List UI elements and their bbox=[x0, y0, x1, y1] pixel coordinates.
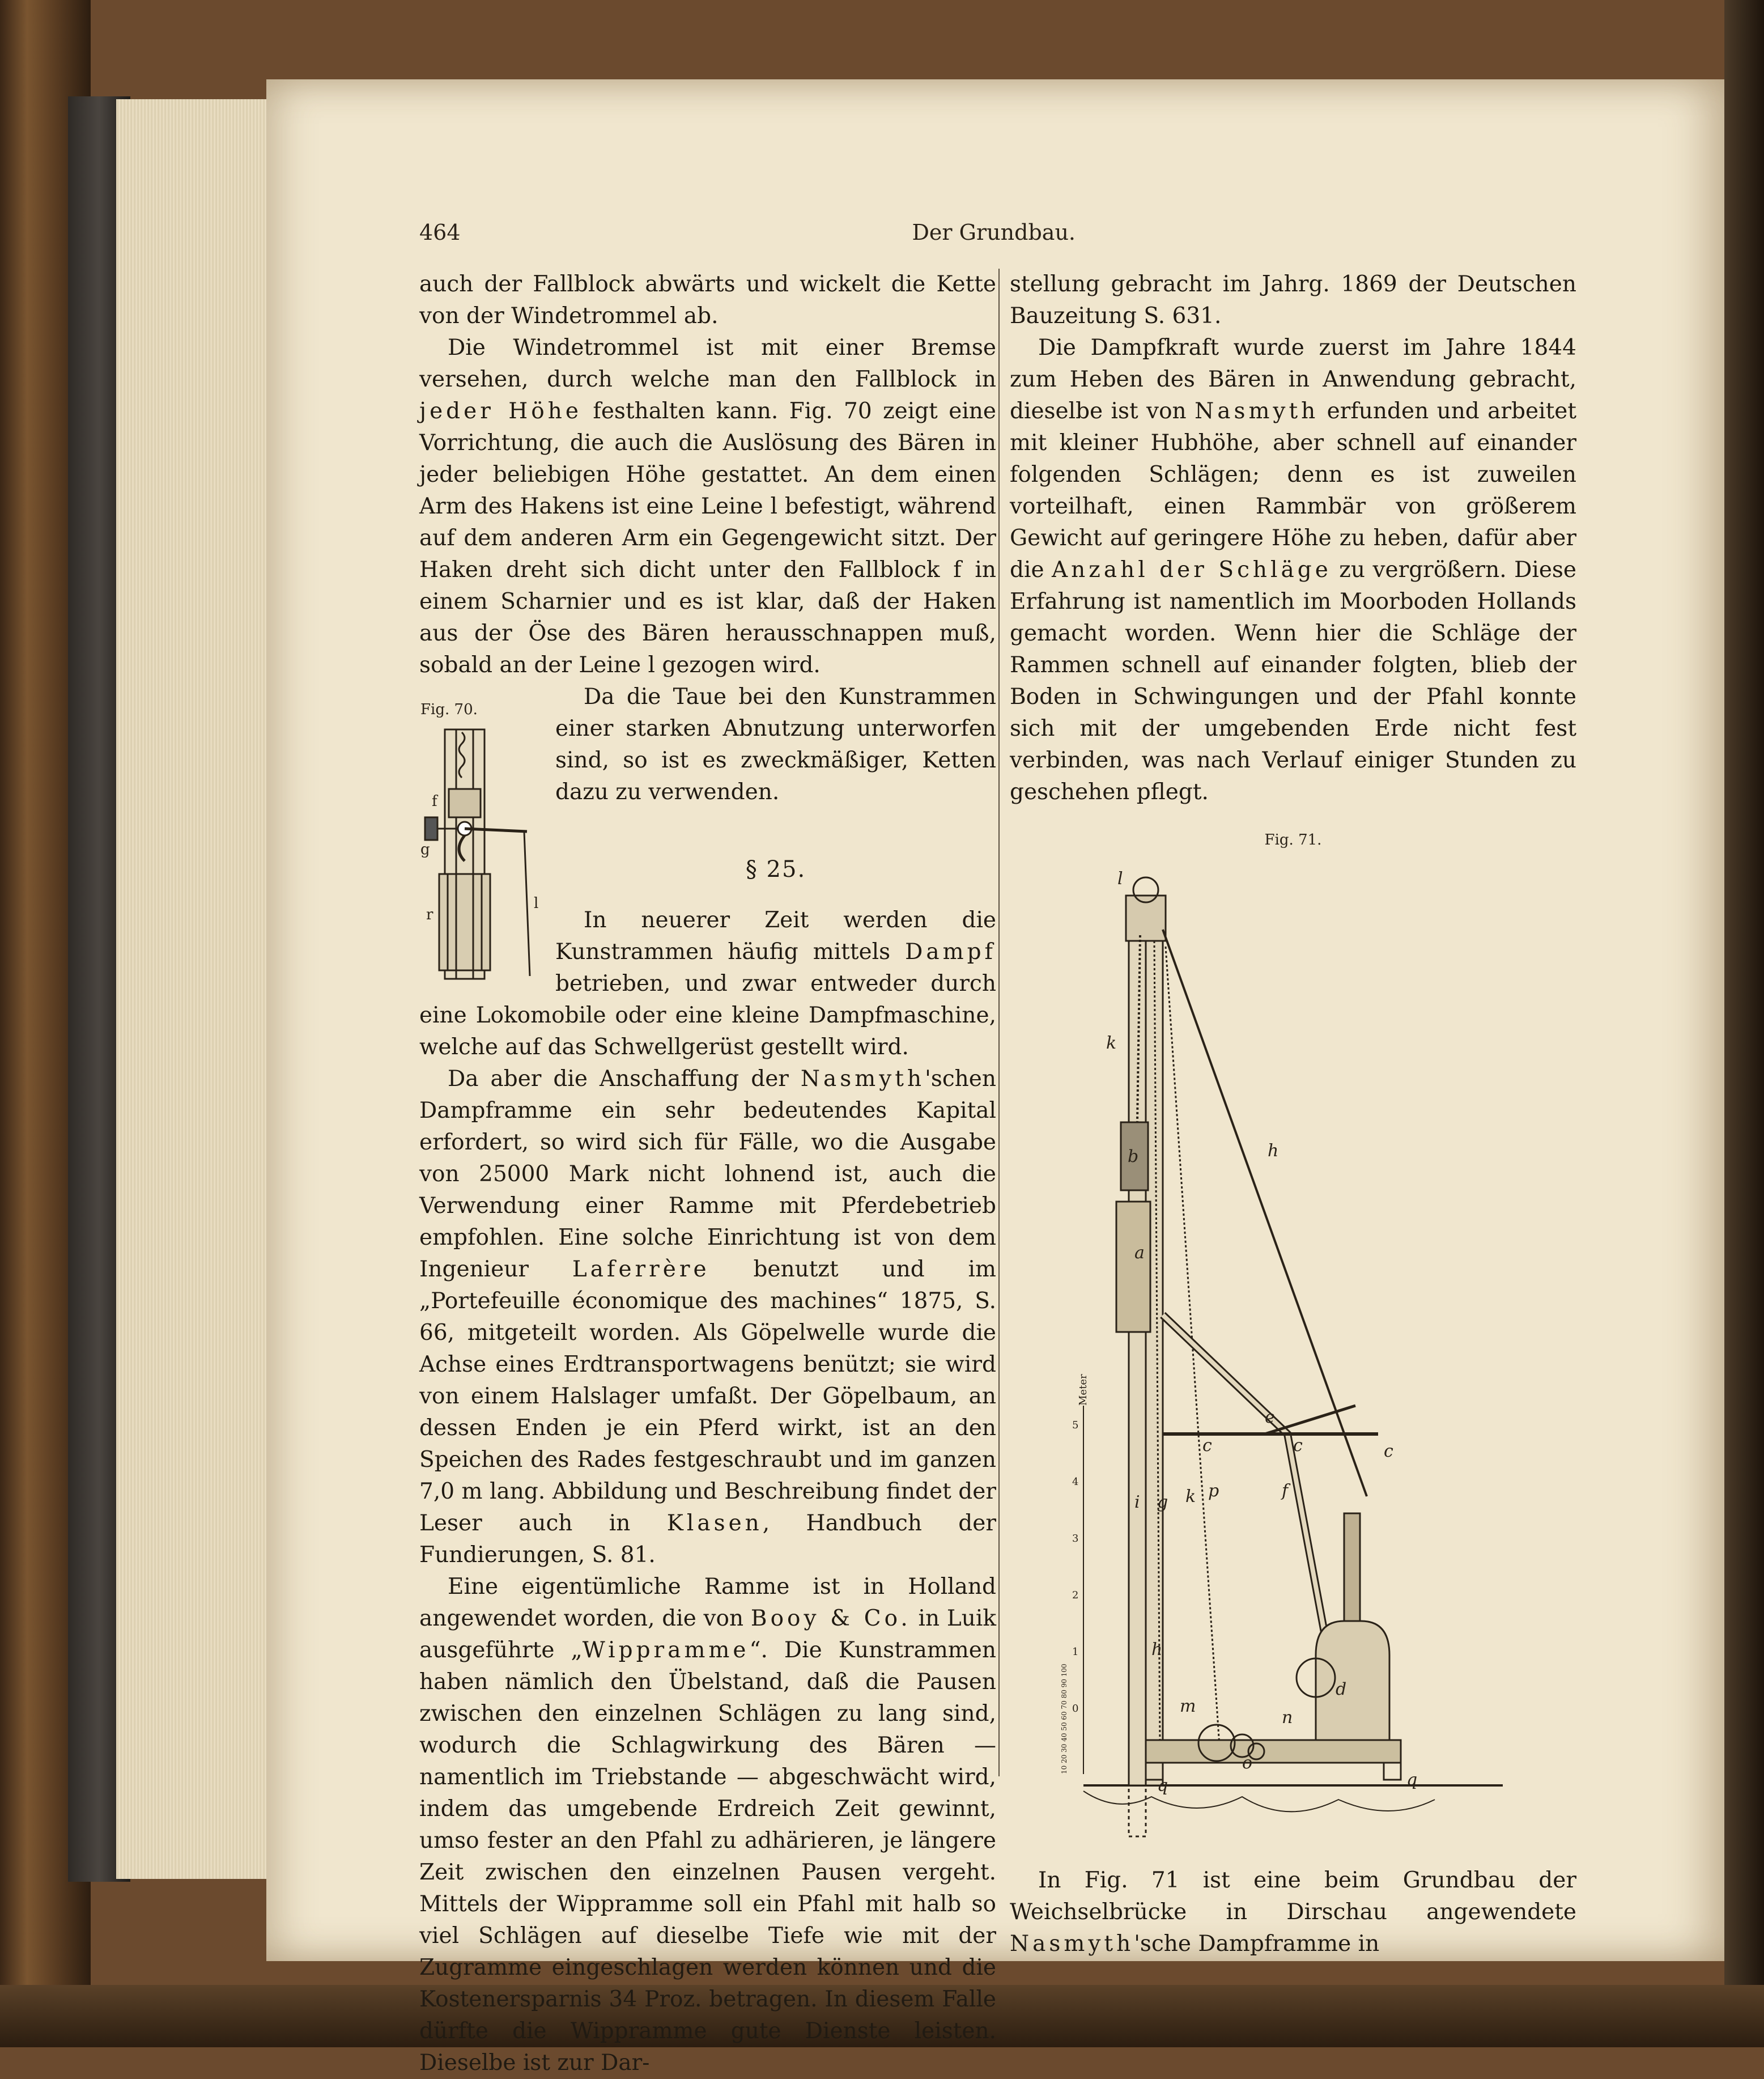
fig70-label-g: g bbox=[420, 841, 430, 858]
paragraph: Die Dampfkraft wurde zuerst im Jahre 1844 zum Heben des Bären in Anwendung gebracht, dieselbe ist von Nasmyth erfunden und arbeitet mit kleiner Hubhöhe, aber schnell auf einander folgenden Schlägen; denn es ist zuweilen vorteilhaft, einen Rammbär von größerem Gewicht auf geringere Höhe zu heben, dafür aber die Anzahl der Schläge zu vergrößern. Diese Erfahrung ist namentlich im Moorboden Hollands gemacht worden. Wenn hier die Schläge der Rammen schnell auf einander folgten, blieb der Boden in Schwingungen und der Pfahl konnte sich mit der umgebenden Erde nicht fest verbinden, was nach Verlauf einiger Stunden zu geschehen pflegt. bbox=[1010, 335, 1576, 805]
paragraph: Da die Taue bei den Kunstrammen einer starken Abnutzung unterworfen sind, so ist es zweckmäßiger, Ketten dazu zu verwenden. bbox=[555, 684, 996, 805]
fig71-label-o: o bbox=[1242, 1753, 1253, 1773]
scale-tick: 1 bbox=[1072, 1646, 1079, 1658]
fig71-label-k: k bbox=[1106, 1033, 1117, 1053]
fig71-label-d: d bbox=[1336, 1679, 1347, 1699]
fig71-label-k: k bbox=[1185, 1487, 1196, 1507]
scale-tick: 4 bbox=[1072, 1476, 1079, 1488]
running-header bbox=[419, 220, 1076, 245]
fig71-label-q: q bbox=[1157, 1776, 1168, 1796]
section-heading: § 25. bbox=[745, 856, 806, 882]
page-stack-edges bbox=[116, 99, 286, 1879]
fig71-label-f: f bbox=[1282, 1481, 1289, 1501]
figure-caption: Fig. 70. bbox=[420, 701, 478, 718]
right-column bbox=[1010, 269, 1576, 1960]
figure-caption: Fig. 71. bbox=[1264, 831, 1322, 848]
paragraph: stellung gebracht im Jahrg. 1869 der Deutschen Bauzeitung S. 631. bbox=[1010, 271, 1576, 329]
fig71-label-l: l bbox=[1117, 869, 1123, 889]
fig70-label-l: l bbox=[534, 895, 539, 912]
paragraph: In neuerer Zeit werden die Kunstrammen häufig mittels Dampf betrieben, und zwar entweder durch eine Lokomobile oder eine kleine Dampfmaschine, welche auf das Schwellgerüst gestellt wird. bbox=[419, 907, 996, 1060]
hook-release-drawing bbox=[414, 727, 544, 993]
scale-tick: 0 bbox=[1072, 1703, 1079, 1715]
paragraph: In Fig. 71 ist eine beim Grundbau der Weichselbrücke in Dirschau angewendete Nasmyth'sche Dampframme in bbox=[1010, 1868, 1576, 1957]
fig71-label-a: a bbox=[1134, 1243, 1145, 1263]
paragraph: auch der Fallblock abwärts und wickelt die Kette von der Windetrommel ab. bbox=[419, 271, 996, 329]
fig71-label-c: c bbox=[1293, 1436, 1303, 1456]
right-background bbox=[1724, 0, 1764, 2047]
fig71-label-h: h bbox=[1268, 1141, 1279, 1161]
steam-pile-driver-drawing bbox=[1049, 862, 1537, 1853]
paragraph: Da aber die Anschaffung der Nasmyth'schen Dampframme ein sehr bedeutendes Kapital erfordert, so wird sich für Fälle, wo die Ausgabe von 25000 Mark nicht lohnend ist, auch die Verwendung einer Ramme mit Pferdebetrieb empfohlen. Eine solche Einrichtung ist von dem Ingenieur Laferrère benutzt und im „Portefeuille économique des machines“ 1875, S. 66, mitgeteilt worden. Als Göpelwelle wurde die Achse eines Erdtransportwagens benützt; sie wird von einem Halslager umfaßt. Der Göpelbaum, an dessen Enden je ein Pferd wirkt, ist an den Speichen des Rades festgeschraubt und im ganzen 7,0 m lang. Abbildung und Beschreibung findet der Leser auch in Klasen, Handbuch der Fundierungen, S. 81. bbox=[419, 1066, 996, 1568]
fig71-scale-title: Meter bbox=[1077, 1374, 1089, 1406]
fig71-label-q: q bbox=[1406, 1770, 1418, 1790]
figure-70 bbox=[414, 681, 544, 996]
fig70-label-r: r bbox=[426, 906, 433, 923]
fig71-label-n: n bbox=[1282, 1708, 1293, 1728]
page-number: 464 bbox=[419, 220, 461, 245]
paragraph: Eine eigentümliche Ramme ist in Holland angewendet worden, die von Booy & Co. in Luik ausgeführte „Wippramme“. Die Kunstrammen haben nämlich den Übelstand, daß die Pausen zwischen den einzelnen Schlägen zu lang sind, wodurch die Schlagwirkung des Bären — namentlich im Triebstande — abgeschwächt wird, indem das umgebende Erdreich Zeit gewinnt, umso fester an den Pfahl zu adhärieren, je längere Zeit zwischen den einzelnen Pausen vergeht. Mittels der Wippramme soll ein Pfahl mit halb so viel Schlägen auf dieselbe Tiefe wie mit der Zugramme eingeschlagen werden können und die Kostenersparnis 34 Proz. betragen. In diesem Falle dürfte die Wippramme gute Dienste leisten. Dieselbe ist zur Dar- bbox=[419, 1574, 996, 2076]
left-column bbox=[419, 269, 996, 2079]
fig71-label-c: c bbox=[1202, 1436, 1212, 1456]
paragraph: Die Windetrommel ist mit einer Bremse versehen, durch welche man den Fallblock in jeder Höhe festhalten kann. Fig. 70 zeigt eine Vorrichtung, die auch die Auslösung des Bären in jeder beliebigen Höhe gestattet. An dem einen Arm des Hakens ist eine Leine l befestigt, während auf dem anderen Arm ein Gegengewicht sitzt. Der Haken dreht sich dicht unter den Fallblock f in einem Scharnier und es ist klar, daß der Haken aus der Öse des Bären herausschnappen muß, sobald an der Leine l gezogen wird. bbox=[419, 335, 996, 678]
fig71-label-c: c bbox=[1384, 1441, 1393, 1461]
scale-tick: 5 bbox=[1072, 1419, 1079, 1431]
fig71-label-i: i bbox=[1134, 1492, 1140, 1512]
fig71-label-e: e bbox=[1265, 1407, 1275, 1427]
fig71-label-m: m bbox=[1180, 1696, 1196, 1716]
fig70-label-f: f bbox=[432, 793, 437, 810]
running-title: Der Grundbau. bbox=[912, 220, 1076, 245]
fig71-label-g: g bbox=[1157, 1492, 1168, 1512]
fig71-label-b: b bbox=[1128, 1147, 1139, 1166]
column-rule bbox=[998, 269, 1000, 1776]
fig71-label-p: p bbox=[1208, 1481, 1219, 1501]
scale-tick: 2 bbox=[1072, 1589, 1079, 1601]
fig71-label-h: h bbox=[1151, 1640, 1163, 1660]
scale-tick: 3 bbox=[1072, 1533, 1079, 1545]
scale-subdivisions: 10 20 30 40 50 60 70 80 90 100 bbox=[1060, 1664, 1068, 1774]
